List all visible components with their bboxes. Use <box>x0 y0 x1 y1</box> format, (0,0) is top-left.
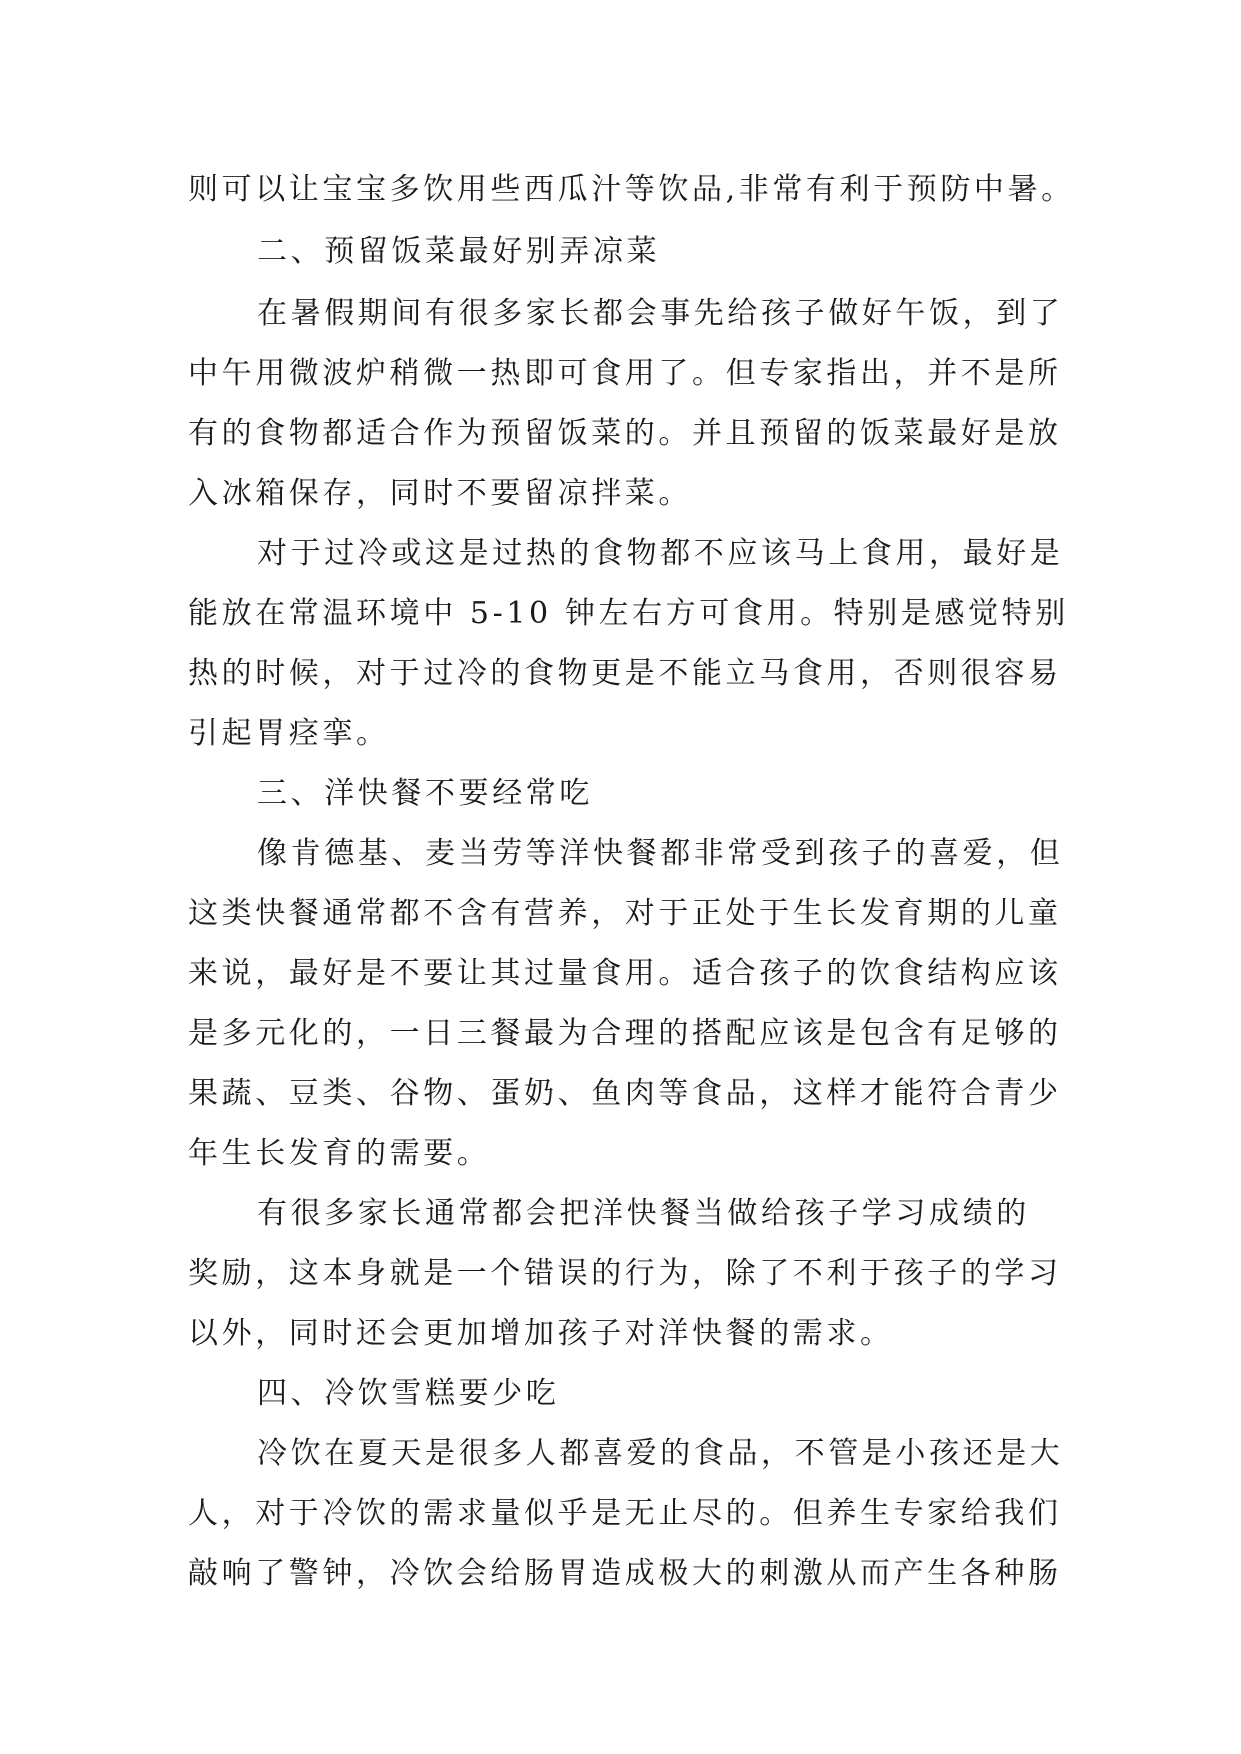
section-heading: 四、冷饮雪糕要少吃 <box>257 1376 560 1411</box>
paragraph-line: 像肯德基、麦当劳等洋快餐都非常受到孩子的喜爱，但 <box>257 836 1064 871</box>
paragraph-line: 则可以让宝宝多饮用些西瓜汁等饮品,非常有利于预防中暑。 <box>188 172 1075 207</box>
paragraph-line: 引起胃痉挛。 <box>188 716 390 751</box>
paragraph-line: 热的时候，对于过冷的食物更是不能立马食用，否则很容易 <box>188 656 1062 691</box>
paragraph-line: 年生长发育的需要。 <box>188 1136 491 1171</box>
section-heading: 二、预留饭菜最好别弄凉菜 <box>257 234 661 269</box>
paragraph-line: 入冰箱保存，同时不要留凉拌菜。 <box>188 476 692 511</box>
paragraph-line: 冷饮在夏天是很多人都喜爱的食品，不管是小孩还是大 <box>257 1436 1064 1471</box>
paragraph-line: 这类快餐通常都不含有营养，对于正处于生长发育期的儿童 <box>188 896 1062 931</box>
section-heading: 三、洋快餐不要经常吃 <box>257 776 593 811</box>
paragraph-line: 奖励，这本身就是一个错误的行为，除了不利于孩子的学习 <box>188 1256 1062 1291</box>
paragraph-line: 敲响了警钟，冷饮会给肠胃造成极大的刺激从而产生各种肠 <box>188 1556 1062 1591</box>
paragraph-line: 果蔬、豆类、谷物、蛋奶、鱼肉等食品，这样才能符合青少 <box>188 1076 1062 1111</box>
paragraph-line: 能放在常温环境中 5-10 钟左右方可食用。特别是感觉特别 <box>188 596 1069 631</box>
paragraph-line: 在暑假期间有很多家长都会事先给孩子做好午饭，到了 <box>257 296 1064 331</box>
paragraph-line: 中午用微波炉稍微一热即可食用了。但专家指出，并不是所 <box>188 356 1062 391</box>
paragraph-line: 是多元化的，一日三餐最为合理的搭配应该是包含有足够的 <box>188 1016 1062 1051</box>
paragraph-line: 来说，最好是不要让其过量食用。适合孩子的饮食结构应该 <box>188 956 1062 991</box>
paragraph-line: 有很多家长通常都会把洋快餐当做给孩子学习成绩的 <box>257 1196 1030 1231</box>
paragraph-line: 以外，同时还会更加增加孩子对洋快餐的需求。 <box>188 1316 894 1351</box>
paragraph-line: 对于过冷或这是过热的食物都不应该马上食用，最好是 <box>257 536 1064 571</box>
paragraph-line: 有的食物都适合作为预留饭菜的。并且预留的饭菜最好是放 <box>188 416 1062 451</box>
paragraph-line: 人，对于冷饮的需求量似乎是无止尽的。但养生专家给我们 <box>188 1496 1062 1531</box>
